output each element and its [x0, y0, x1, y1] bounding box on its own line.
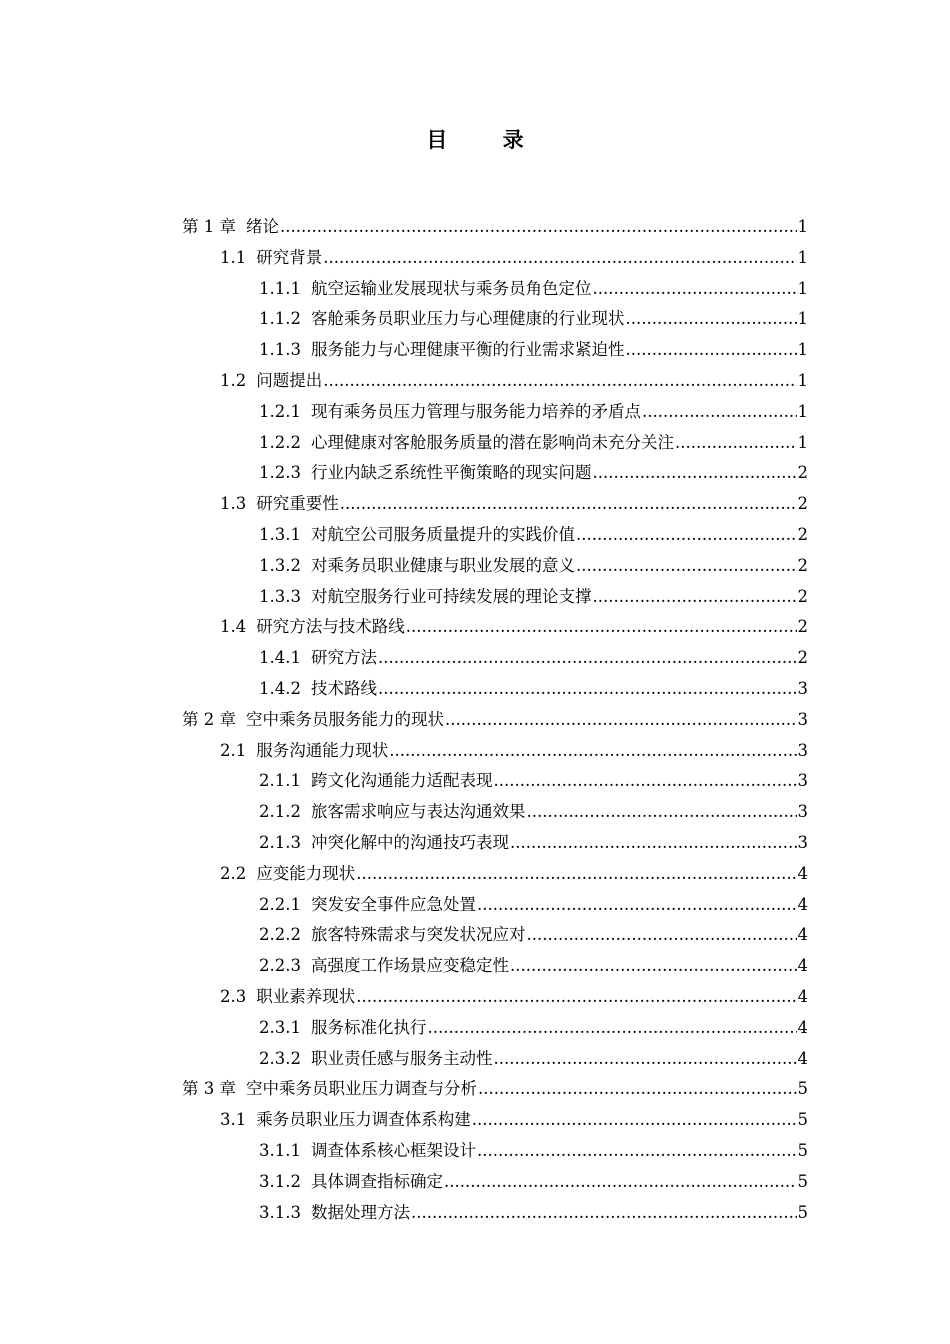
toc-entry-title: 服务能力与心理健康平衡的行业需求紧迫性: [310, 340, 625, 359]
toc-dot-leader: [510, 828, 797, 858]
toc-entry-level-3[interactable]: [259, 920, 808, 950]
toc-entry-number: 1.2: [220, 371, 247, 390]
toc-dot-leader: [478, 1074, 797, 1104]
toc-entry-page-number: 2: [797, 463, 808, 482]
toc-entry-level-3[interactable]: [259, 397, 808, 427]
toc-entry-title: 职业素养现状: [256, 987, 356, 1006]
toc-entry-page-number: 5: [797, 1172, 808, 1191]
toc-entry-page-number: 1: [797, 371, 808, 390]
toc-entry-number: 1.1.2: [259, 309, 301, 328]
toc-dot-leader: [576, 520, 797, 550]
toc-dot-leader: [526, 797, 796, 827]
toc-dot-leader: [592, 274, 796, 304]
toc-dot-leader: [675, 428, 797, 458]
toc-entry-level-2[interactable]: [220, 1105, 808, 1135]
toc-dot-leader: [427, 1013, 796, 1043]
toc-entry-title: 航空运输业发展现状与乘务员角色定位: [310, 279, 592, 298]
toc-entry-page-number: 5: [797, 1203, 808, 1222]
toc-entry-level-3[interactable]: [259, 551, 808, 581]
toc-entry-level-3[interactable]: [259, 520, 808, 550]
toc-entry-level-3[interactable]: [259, 274, 808, 304]
toc-entry-title: 冲突化解中的沟通技巧表现: [310, 833, 509, 852]
toc-entry-number: 1.3: [220, 494, 247, 513]
toc-entry-number: 第 3 章: [182, 1079, 236, 1098]
toc-entry-title: 调查体系核心框架设计: [310, 1141, 476, 1160]
toc-dot-leader: [389, 736, 796, 766]
toc-entry-page-number: 2: [797, 648, 808, 667]
toc-entry-page-number: 4: [797, 864, 808, 883]
toc-entry-page-number: 4: [797, 895, 808, 914]
toc-dot-leader: [642, 397, 797, 427]
toc-dot-leader: [472, 1105, 797, 1135]
toc-entry-level-2[interactable]: [220, 736, 808, 766]
toc-dot-leader: [526, 920, 796, 950]
toc-entry-number: 1.4.1: [259, 648, 301, 667]
toc-entry-number: 1.2.3: [259, 463, 301, 482]
toc-entry-title: 职业责任感与服务主动性: [310, 1049, 493, 1068]
toc-entry-level-3[interactable]: [259, 643, 808, 673]
toc-entry-page-number: 4: [797, 956, 808, 975]
toc-entry-page-number: 3: [797, 771, 808, 790]
toc-entry-level-3[interactable]: [259, 428, 808, 458]
toc-entry-number: 1.2.2: [259, 433, 301, 452]
toc-dot-leader: [323, 366, 796, 396]
toc-entry-number: 3.1.2: [259, 1172, 301, 1191]
toc-entry-title: 心理健康对客舱服务质量的潜在影响尚未充分关注: [310, 433, 674, 452]
toc-entry-level-1[interactable]: [182, 212, 808, 242]
toc-entry-level-2[interactable]: [220, 243, 808, 273]
toc-entry-level-1[interactable]: [182, 705, 808, 735]
toc-dot-leader: [356, 859, 796, 889]
toc-entry-level-3[interactable]: [259, 304, 808, 334]
toc-entry-number: 2.1: [220, 741, 247, 760]
toc-entry-title: 对航空服务行业可持续发展的理论支撑: [310, 587, 592, 606]
toc-entry-level-3[interactable]: [259, 797, 808, 827]
toc-entry-page-number: 1: [797, 248, 808, 267]
toc-entry-number: 2.1.3: [259, 833, 301, 852]
toc-entry-title: 跨文化沟通能力适配表现: [310, 771, 493, 790]
toc-entry-page-number: 1: [797, 217, 808, 236]
toc-entry-page-number: 2: [797, 587, 808, 606]
toc-entry-level-3[interactable]: [259, 582, 808, 612]
toc-dot-leader: [493, 766, 796, 796]
toc-dot-leader: [445, 705, 797, 735]
toc-entry-title: 客舱乘务员职业压力与心理健康的行业现状: [310, 309, 625, 328]
toc-entry-title: 空中乘务员服务能力的现状: [246, 710, 444, 729]
toc-entry-level-3[interactable]: [259, 951, 808, 981]
toc-entry-level-3[interactable]: [259, 1136, 808, 1166]
toc-entry-number: 1.2.1: [259, 402, 301, 421]
toc-entry-level-3[interactable]: [259, 1044, 808, 1074]
toc-entry-number: 1.1: [220, 248, 247, 267]
toc-entry-level-3[interactable]: [259, 335, 808, 365]
toc-dot-leader: [625, 304, 796, 334]
toc-entry-page-number: 1: [797, 402, 808, 421]
toc-entry-number: 3.1: [220, 1110, 247, 1129]
toc-entry-level-2[interactable]: [220, 489, 808, 519]
toc-entry-level-3[interactable]: [259, 828, 808, 858]
toc-entry-page-number: 5: [797, 1110, 808, 1129]
toc-entry-number: 2.3.2: [259, 1049, 301, 1068]
toc-entry-page-number: 2: [797, 525, 808, 544]
toc-entry-title: 旅客需求响应与表达沟通效果: [310, 802, 526, 821]
toc-entry-level-3[interactable]: [259, 766, 808, 796]
toc-entry-page-number: 3: [797, 741, 808, 760]
toc-entry-page-number: 1: [797, 340, 808, 359]
toc-entry-title: 现有乘务员压力管理与服务能力培养的矛盾点: [310, 402, 641, 421]
toc-entry-number: 2.1.2: [259, 802, 301, 821]
toc-entry-level-1[interactable]: [182, 1074, 808, 1104]
toc-entry-page-number: 1: [797, 433, 808, 452]
toc-entry-level-3[interactable]: [259, 1013, 808, 1043]
toc-dot-leader: [444, 1167, 797, 1197]
toc-entry-title: 突发安全事件应急处置: [310, 895, 476, 914]
toc-entry-number: 第 2 章: [182, 710, 236, 729]
toc-entry-page-number: 2: [797, 494, 808, 513]
toc-entry-title: 数据处理方法: [310, 1203, 410, 1222]
toc-title: 目 录: [426, 128, 548, 152]
toc-entry-title: 应变能力现状: [256, 864, 356, 883]
toc-entry-title: 高强度工作场景应变稳定性: [310, 956, 509, 975]
toc-entry-level-2[interactable]: [220, 982, 808, 1012]
toc-entry-number: 1.3.2: [259, 556, 301, 575]
toc-entry-page-number: 5: [797, 1141, 808, 1160]
toc-dot-leader: [592, 582, 796, 612]
toc-entry-page-number: 1: [797, 279, 808, 298]
toc-entry-page-number: 5: [797, 1079, 808, 1098]
toc-entry-level-2[interactable]: [220, 859, 808, 889]
toc-entry-level-2[interactable]: [220, 612, 808, 642]
toc-entry-title: 具体调查指标确定: [310, 1172, 443, 1191]
toc-entry-title: 研究方法: [310, 648, 377, 667]
toc-entry-number: 第 1 章: [182, 217, 236, 236]
toc-entry-number: 1.3.3: [259, 587, 301, 606]
toc-entry-number: 2.2: [220, 864, 247, 883]
toc-entry-number: 1.4: [220, 617, 247, 636]
toc-entry-level-3[interactable]: [259, 1167, 808, 1197]
toc-entry-number: 2.3.1: [259, 1018, 301, 1037]
toc-dot-leader: [576, 551, 797, 581]
toc-entry-page-number: 1: [797, 309, 808, 328]
toc-entry-number: 2.2.1: [259, 895, 301, 914]
toc-entry-title: 对乘务员职业健康与职业发展的意义: [310, 556, 575, 575]
toc-dot-leader: [510, 951, 797, 981]
toc-entry-number: 1.1.1: [259, 279, 301, 298]
toc-entry-number: 2.1.1: [259, 771, 301, 790]
toc-dot-leader: [493, 1044, 796, 1074]
toc-dot-leader: [477, 890, 797, 920]
toc-entry-title: 服务沟通能力现状: [256, 741, 389, 760]
toc-entry-page-number: 3: [797, 833, 808, 852]
toc-entry-page-number: 2: [797, 556, 808, 575]
toc-dot-leader: [356, 982, 796, 1012]
toc-dot-leader: [378, 643, 797, 673]
toc-entry-level-3[interactable]: [259, 674, 808, 704]
toc-entry-title: 行业内缺乏系统性平衡策略的现实问题: [310, 463, 592, 482]
toc-entry-page-number: 4: [797, 987, 808, 1006]
toc-dot-leader: [625, 335, 796, 365]
toc-dot-leader: [280, 212, 797, 242]
toc-entry-title: 研究方法与技术路线: [256, 617, 405, 636]
toc-entry-title: 旅客特殊需求与突发状况应对: [310, 925, 526, 944]
toc-entry-number: 1.3.1: [259, 525, 301, 544]
toc-entry-level-3[interactable]: [259, 890, 808, 920]
toc-entry-page-number: 4: [797, 925, 808, 944]
toc-entry-title: 研究背景: [256, 248, 323, 267]
toc-dot-leader: [477, 1136, 797, 1166]
toc-entry-page-number: 3: [797, 679, 808, 698]
toc-entry-number: 1.1.3: [259, 340, 301, 359]
toc-dot-leader: [411, 1198, 797, 1228]
toc-entry-number: 2.2.2: [259, 925, 301, 944]
toc-entry-title: 技术路线: [310, 679, 377, 698]
toc-entry-page-number: 3: [797, 710, 808, 729]
toc-dot-leader: [323, 243, 796, 273]
toc-entry-title: 研究重要性: [256, 494, 339, 513]
toc-entry-level-3[interactable]: [259, 1198, 808, 1228]
toc-entry-page-number: 2: [797, 617, 808, 636]
toc-dot-leader: [378, 674, 797, 704]
toc-dot-leader: [340, 489, 797, 519]
toc-entry-page-number: 3: [797, 802, 808, 821]
toc-entry-number: 1.4.2: [259, 679, 301, 698]
toc-entry-number: 3.1.1: [259, 1141, 301, 1160]
toc-dot-leader: [406, 612, 797, 642]
toc-entry-number: 2.2.3: [259, 956, 301, 975]
toc-dot-leader: [592, 458, 796, 488]
toc-entry-level-3[interactable]: [259, 458, 808, 488]
toc-entry-page-number: 4: [797, 1018, 808, 1037]
toc-entry-title: 对航空公司服务质量提升的实践价值: [310, 525, 575, 544]
toc-entry-number: 2.3: [220, 987, 247, 1006]
toc-entry-title: 服务标准化执行: [310, 1018, 427, 1037]
toc-entry-title: 绪论: [246, 217, 279, 236]
toc-entry-title: 空中乘务员职业压力调查与分析: [246, 1079, 477, 1098]
toc-entry-page-number: 4: [797, 1049, 808, 1068]
toc-entry-title: 乘务员职业压力调查体系构建: [256, 1110, 471, 1129]
toc-entry-level-2[interactable]: [220, 366, 808, 396]
toc-entry-number: 3.1.3: [259, 1203, 301, 1222]
toc-entry-title: 问题提出: [256, 371, 323, 390]
